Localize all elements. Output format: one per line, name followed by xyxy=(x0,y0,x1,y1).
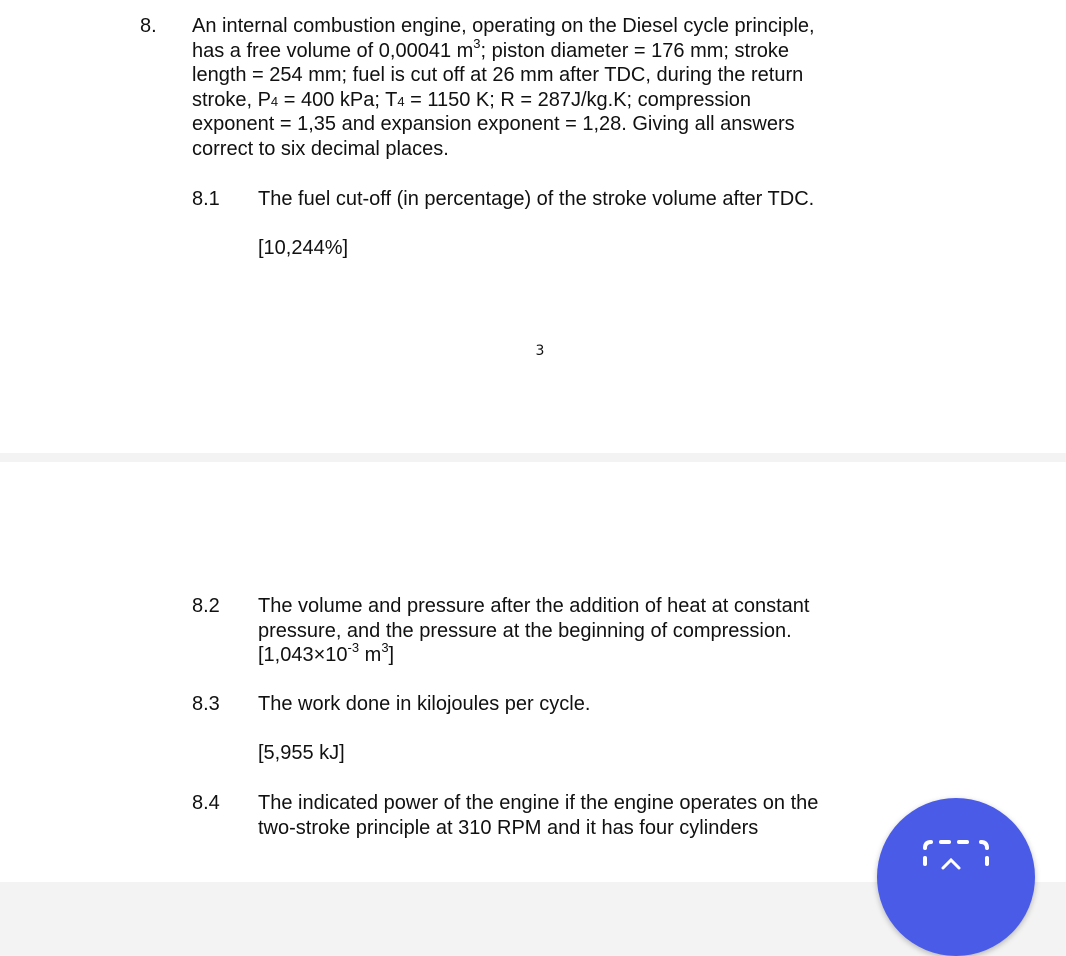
sub-question-line-2: pressure, and the pressure at the beginning of compression. xyxy=(258,619,792,642)
intro-line-2: has a free volume of 0,00041 $m^3$; piston diameter = 176 mm; stroke xyxy=(192,35,789,62)
intro-line-4: stroke, P4 = 400 kPa; T4 = 1150 K; R = 287J/kg.K; compression xyxy=(192,88,752,111)
sub-question-line-1: The volume and pressure after the addition of heat at constant xyxy=(258,595,810,617)
page-number: 3 xyxy=(535,343,545,359)
intro-line-3: length = 254 mm; fuel is cut off at 26 mm after TDC, during the return xyxy=(192,64,804,86)
sub-question-number: 8.1 xyxy=(192,188,220,210)
answer-text: [$1,043\times 10^{-3}$ $m^3$] xyxy=(258,640,395,666)
sub-question-text: The fuel cut-off (in percentage) of the stroke volume after TDC. xyxy=(258,188,815,210)
intro-line-6: correct to six decimal places. xyxy=(192,137,449,160)
sub-question-number: 8.3 xyxy=(192,693,220,715)
sub-question-number: 8.2 xyxy=(192,595,220,617)
intro-line-5: exponent = 1,35 and expansion exponent = 1,28. Giving all answers xyxy=(192,113,795,135)
sub-question-number: 8.4 xyxy=(192,792,220,814)
answer-text: [5,955 kJ] xyxy=(258,742,345,764)
answer-text: [10,244%] xyxy=(258,237,349,259)
document-page-1 xyxy=(0,0,1066,453)
screenshot-button[interactable] xyxy=(877,798,1035,956)
screenshot-icon xyxy=(921,838,991,898)
question-number: 8. xyxy=(140,15,157,37)
sub-question-line-1: The indicated power of the engine if the engine operates on the xyxy=(258,792,819,814)
intro-line-1: An internal combustion engine, operating on the Diesel cycle principle, xyxy=(192,15,815,37)
sub-question-text: The work done in kilojoules per cycle. xyxy=(258,693,591,715)
sub-question-line-2: two-stroke principle at 310 RPM and it has four cylinders xyxy=(258,816,759,839)
